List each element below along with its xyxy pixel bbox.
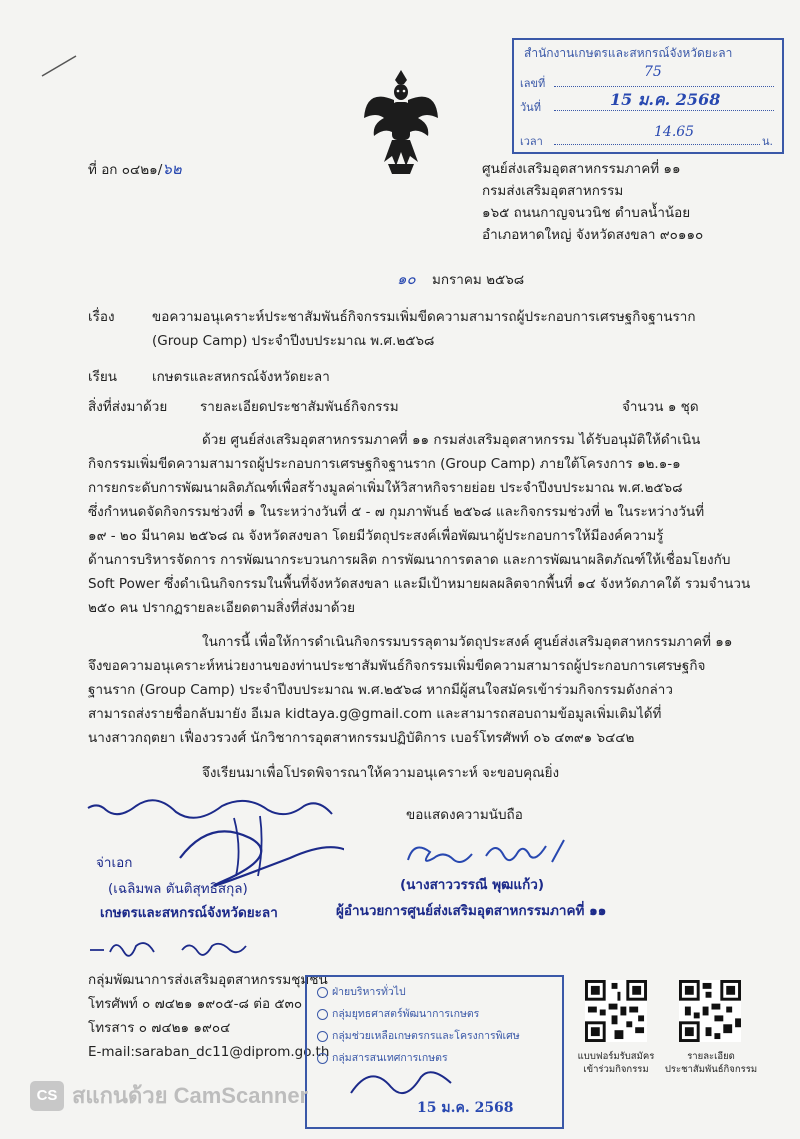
qr-caption-registration: แบบฟอร์มรับสมัคร เข้าร่วมกิจกรรม	[577, 1051, 655, 1075]
paragraph-line: ในการนี้ เพื่อให้การดำเนินกิจกรรมบรรลุตามวัตถุประสงค์ ศูนย์ส่งเสริมอุตสาหกรรมภาคที่ ๑๑	[202, 634, 733, 650]
camscanner-text: สแกนด้วย CamScanner	[72, 1083, 309, 1108]
sender-line: อำเภอหาดใหญ่ จังหวัดสงขลา ๙๐๑๑๐	[482, 227, 704, 243]
routing-date: 15 ม.ค. 2568	[417, 1100, 514, 1116]
routing-option: ฝ่ายบริหารทั่วไป	[317, 983, 406, 1000]
sender-line: กรมส่งเสริมอุตสาหกรรม	[482, 183, 624, 199]
subject-line: (Group Camp) ประจำปีงบประมาณ พ.ศ.๒๕๖๘	[152, 333, 435, 349]
enclosure-value: รายละเอียดประชาสัมพันธ์กิจกรรม	[200, 399, 399, 415]
stamp-date-value: 15 ม.ค. 2568	[610, 90, 721, 109]
reference-number-printed: ที่ อก ๐๔๒๑/	[88, 162, 163, 178]
approver-rank: จ่าเอก	[96, 855, 133, 871]
enclosure-label: สิ่งที่ส่งมาด้วย	[88, 399, 168, 415]
stamp-date-label: วันที่	[520, 101, 541, 114]
to-label: เรียน	[88, 369, 118, 385]
qr-caption-details: รายละเอียด ประชาสัมพันธ์กิจกรรม	[664, 1051, 758, 1075]
stamp-agency: สำนักงานเกษตรและสหกรณ์จังหวัดยะลา	[524, 46, 733, 60]
enclosure-quantity: จำนวน ๑ ชุด	[622, 399, 699, 415]
received-stamp	[512, 38, 784, 154]
reference-number	[88, 160, 182, 179]
stamp-number-label: เลขที่	[520, 77, 546, 90]
sender-line: ศูนย์ส่งเสริมอุตสาหกรรมภาคที่ ๑๑	[482, 161, 681, 177]
pen-mark	[40, 50, 80, 80]
paragraph-line: นางสาวกฤตยา เฟื่องวรวงศ์ นักวิชาการอุตสาหกรรมปฏิบัติการ เบอร์โทรศัพท์ ๐๖ ๔๓๙๑ ๖๔๔๒	[88, 730, 635, 746]
approver-organization: เกษตรและสหกรณ์จังหวัดยะลา	[100, 905, 278, 921]
routing-option: กลุ่มสารสนเทศการเกษตร	[317, 1049, 448, 1066]
paragraph-line: การยกระดับการพัฒนาผลิตภัณฑ์เพื่อสร้างมูลค่าเพิ่มให้วิสาหกิจรายย่อย ประจำปีงบประมาณ พ.ศ.๒๕๖๘	[88, 480, 683, 496]
signer-name: (นางสาววรรณี พุฒแก้ว)	[400, 877, 544, 893]
to-value: เกษตรและสหกรณ์จังหวัดยะลา	[152, 369, 330, 385]
stamp-time-unit: น.	[762, 135, 774, 148]
signer-title: ผู้อำนวยการศูนย์ส่งเสริมอุตสาหกรรมภาคที่ ๑๑	[336, 903, 607, 919]
stamp-time-value: 14.65	[654, 124, 695, 140]
handwritten-note	[86, 932, 286, 962]
letter-date-month-year: มกราคม ๒๕๖๘	[431, 272, 525, 288]
paragraph-line: ด้วย ศูนย์ส่งเสริมอุตสาหกรรมภาคที่ ๑๑ กรมส่งเสริมอุตสาหกรรม ได้รับอนุมัติให้ดำเนิน	[202, 432, 701, 448]
camscanner-watermark	[30, 1078, 308, 1114]
paragraph-line: ซึ่งกำหนดจัดกิจกรรมช่วงที่ ๑ ในระหว่างวันที่ ๕ - ๗ กุมภาพันธ์ ๒๕๖๘ และกิจกรรมช่วงที่ ๒ ในระหว่างวันที่	[88, 504, 705, 520]
sender-address	[482, 158, 703, 246]
paragraph-line: ๒๕๐ คน ปรากฏรายละเอียดตามสิ่งที่ส่งมาด้วย	[88, 600, 356, 616]
letter-date	[397, 270, 524, 289]
contact-email: E-mail:saraban_dc11@diprom.go.th	[88, 1044, 330, 1060]
closing-sentence: จึงเรียนมาเพื่อโปรดพิจารณาให้ความอนุเคราะห์ จะขอบคุณยิ่ง	[202, 765, 560, 781]
subject-label: เรื่อง	[88, 309, 115, 325]
paragraph-line: Soft Power ซึ่งดำเนินกิจกรรมในพื้นที่จังหวัดสงขลา และมีเป้าหมายผลผลิตจากพื้นที่ ๑๔ จังหวัดภาคใต้ รวมจำนวน	[88, 576, 751, 592]
routing-stamp	[305, 975, 564, 1129]
paragraph-line: ด้านการบริหารจัดการ การพัฒนากระบวนการผลิต การพัฒนาการตลาด และการพัฒนาผลิตภัณฑ์ให้เชื่อมโยงกับ	[88, 552, 731, 568]
garuda-emblem-icon	[362, 66, 440, 178]
routing-option: กลุ่มช่วยเหลือเกษตรกรและโครงการพิเศษ	[317, 1027, 520, 1044]
contact-block	[88, 968, 329, 1064]
director-signature	[402, 834, 572, 874]
subject-line: ขอความอนุเคราะห์ประชาสัมพันธ์กิจกรรมเพิ่มขีดความสามารถผู้ประกอบการเศรษฐกิจฐานราก	[152, 309, 696, 325]
regards-text: ขอแสดงความนับถือ	[406, 807, 523, 823]
stamp-number-value: 75	[644, 64, 662, 80]
paragraph-line: จึงขอความอนุเคราะห์หน่วยงานของท่านประชาสัมพันธ์กิจกรรมเพิ่มขีดความสามารถผู้ประกอบการเศรษฐกิจ	[88, 658, 706, 674]
approver-name: (เฉลิมพล ตันติสุทธิสกุล)	[108, 881, 248, 897]
paragraph-line: สามารถส่งรายชื่อกลับมายัง อีเมล kidtaya.g@gmail.com และสามารถสอบถามข้อมูลเพิ่มเติมได้ที่	[88, 706, 662, 722]
reference-number-handwritten: ๖๒	[162, 160, 182, 178]
contact-phone: โทรศัพท์ ๐ ๗๔๒๑ ๑๙๐๕-๘ ต่อ ๕๓๐	[88, 996, 303, 1012]
qr-code-registration-icon[interactable]	[585, 980, 647, 1042]
paragraph-line: ๑๙ - ๒๐ มีนาคม ๒๕๖๘ ณ จังหวัดสงขลา โดยมีวัตถุประสงค์เพื่อพัฒนาผู้ประกอบการให้มีองค์ความรู้	[88, 528, 664, 544]
paragraph-line: กิจกรรมเพิ่มขีดความสามารถผู้ประกอบการเศรษฐกิจฐานราก (Group Camp) ภายใต้โครงการ ๑๒.๑-๑	[88, 456, 681, 472]
paragraph-line: ฐานราก (Group Camp) ประจำปีงบประมาณ พ.ศ.๒๕๖๘ หากมีผู้สนใจสมัครเข้าร่วมกิจกรรมดังกล่าว	[88, 682, 673, 698]
contact-department: กลุ่มพัฒนาการส่งเสริมอุตสาหกรรมชุมชน	[88, 972, 328, 988]
contact-fax: โทรสาร ๐ ๗๔๒๑ ๑๙๐๔	[88, 1020, 231, 1036]
sender-line: ๑๖๕ ถนนกาญจนวนิช ตำบลน้ำน้อย	[482, 205, 691, 221]
camscanner-logo-icon: CS	[30, 1081, 64, 1111]
qr-code-details-icon[interactable]	[679, 980, 741, 1042]
letter-date-day: ๑๐	[397, 270, 416, 288]
stamp-time-label: เวลา	[520, 135, 543, 148]
routing-option: กลุ่มยุทธศาสตร์พัฒนาการเกษตร	[317, 1005, 479, 1022]
